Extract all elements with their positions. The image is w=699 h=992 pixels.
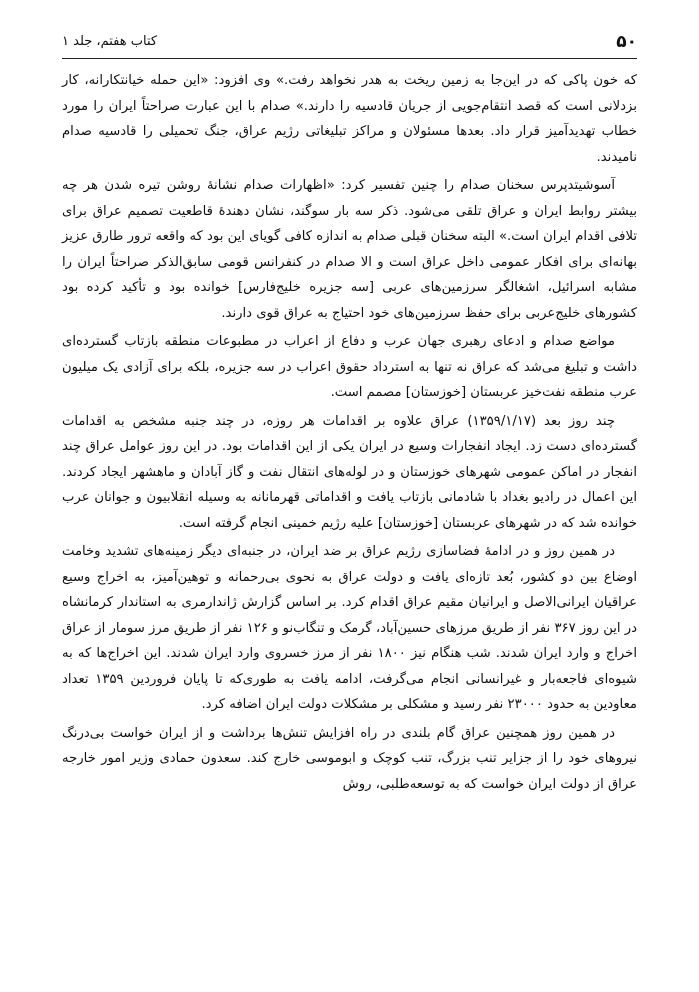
paragraph: چند روز بعد (۱۳۵۹/۱/۱۷) عراق علاوه بر اقدامات هر روزه، در چند جنبه مشخص به اقدامات گسترده‌ای دست زد. ایجاد انفجارات وسیع در ایران یکی از این اقدامات بود. در این روز عوامل عراق چند انفجار در اماکن عمومی شهرهای خوزستان و در لوله‌های انتقال نفت و گاز آبادان و ماهشهر ایجاد کردند. این اعمال در رادیو بغداد با شادمانی بازتاب یافت و اقداماتی قهرمانانه به وسیله انقلابیون و جوانان عرب خوانده شد که در شهرهای عربستان [خوزستان] علیه رژیم خمینی انجام گرفته است. — [62, 413, 637, 531]
body-text — [62, 68, 637, 800]
header-rule — [62, 58, 637, 59]
page-header — [62, 28, 637, 56]
paragraph: که خون پاکی که در این‌جا به زمین ریخت به هدر نخواهد رفت.» وی افزود: «این حمله خیانتکارانه، کار بزدلانی است که قصد انتقام‌جویی از جریان قادسیه را دارند.» صدام با این عبارت صراحتاً ایران را مورد خطاب تهدیدآمیز قرار داد. بعدها مسئولان و مراکز تبلیغاتی رژیم عراق، جنگ تحمیلی را قادسیه صدام نامیدند. — [62, 73, 637, 165]
running-title: کتاب هفتم، جلد ۱ — [62, 34, 158, 49]
paragraph: در همین روز و در ادامهٔ فضاسازی رژیم عراق بر ضد ایران، در جنبه‌ای دیگر زمینه‌های تشدید وخامت اوضاع بین دو کشور، بُعد تازه‌ای یافت و دولت عراق به نحوی بی‌رحمانه و توهین‌آمیز، به اخراج وسیع عراقیان ایرانی‌الاصل و ایرانیان مقیم عراق اقدام کرد. بر اساس گزارش ژاندارمری به استاندار کرمانشاه در این روز ۳۶۷ نفر از طریق مرزهای حسین‌آباد، گرمک و تنگاب‌نو و ۱۲۶ نفر از طریق مرز سومار از عراق اخراج و وارد ایران شدند. شب هنگام نیز ۱۸۰۰ نفر از مرز خسروی وارد ایران شدند. این اخراج‌ها که به شیوه‌ای فاجعه‌بار و غیرانسانی انجام می‌گرفت، ادامه یافت به طوری‌که تا پایان فروردین ۱۳۵۹ تعداد معاودین به حدود ۲۳۰۰۰ نفر رسید و مشکلی بر مشکلات دولت ایران اضافه کرد. — [62, 544, 638, 712]
paragraph: مواضع صدام و ادعای رهبری جهان عرب و دفاع از اعراب در مطبوعات منطقه بازتاب گسترده‌ای داشت و تبلیغ می‌شد که عراق نه تنها به استرداد حقوق اعراب در سه جزیره، بلکه برای آزادی یک میلیون عرب منطقه نفت‌خیز عربستان [خوزستان] مصمم است. — [62, 334, 637, 400]
paragraph: در همین روز همچنین عراق گام بلندی در راه افزایش تنش‌ها برداشت و از ایران خواست بی‌درنگ نیروهای خود را از جزایر تنب بزرگ، تنب کوچک و ابوموسی خارج کند. سعدون حمادی وزیر امور خارجه عراق از دولت ایران خواست که به توسعه‌طلبی، روش — [62, 725, 637, 792]
page-number: ۵۰ — [616, 32, 637, 52]
paragraph: آسوشیتدپرس سخنان صدام را چنین تفسیر کرد: «اظهارات صدام نشانهٔ روشن تیره شدن هر چه بیشتر روابط ایران و عراق تلقی می‌شود. ذکر سه بار سوگند، نشان دهندهٔ قاطعیت تصمیم عراق برای تلافی اقدام ایران است.» البته سخنان قبلی صدام به اندازه کافی گویای این بود که واقعه ترور طارق عزیز بهانه‌ای برای افکار عمومی داخل عراق است و الا صدام در کنفرانس قومی سابق‌الذکر صراحتاً ایران را مشابه اسرائیل، اشغالگر سرزمین‌های عربی [سه جزیره خلیج‌فارس] خوانده بود و تأکید کرده بود کشورهای خلیج‌عربی برای حفظ سرزمین‌های خود احتیاج به عراق قوی دارند. — [62, 178, 637, 321]
